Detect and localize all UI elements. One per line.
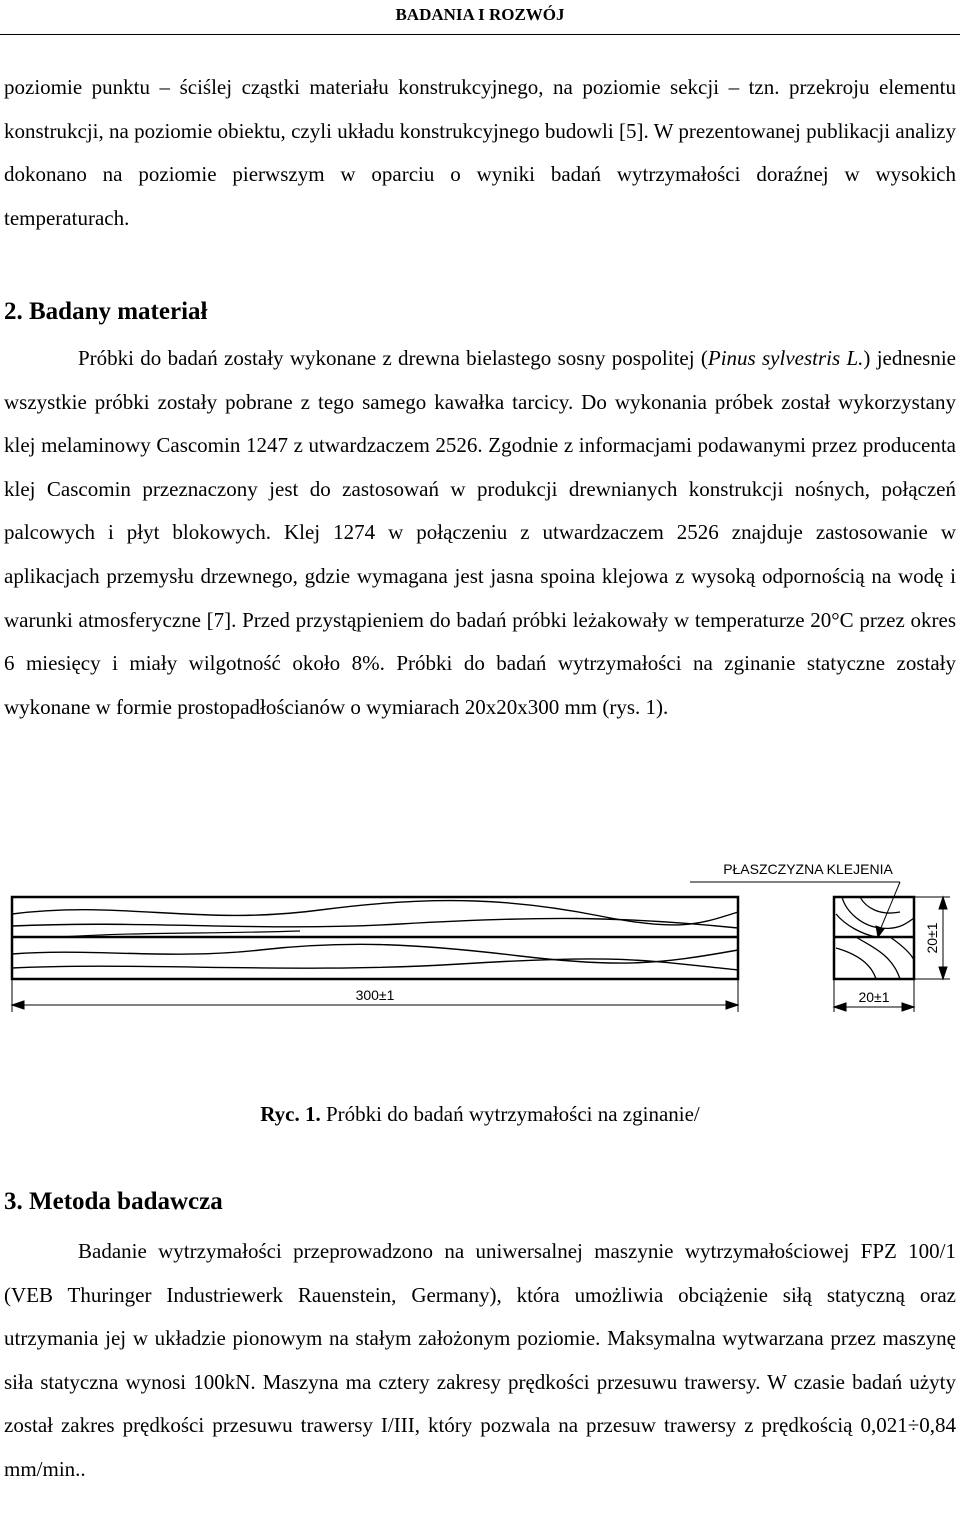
glue-plane-leader <box>690 882 900 937</box>
section-2-paragraph <box>4 337 956 729</box>
running-header <box>0 0 960 35</box>
glue-plane-label: PŁASZCZYZNA KLEJENIA <box>723 861 893 877</box>
length-label: 300±1 <box>355 987 395 1003</box>
section-3-paragraph <box>4 1230 956 1492</box>
header-title: BADANIA I ROZWÓJ <box>395 5 565 24</box>
width-label: 20±1 <box>858 989 890 1005</box>
figure-caption <box>0 1098 960 1130</box>
section-2-text-rest: ) jednesnie wszystkie próbki zostały pobrane z tego samego kawałka tarcicy. Do wykonania próbek został wykorzystany klej melaminowy Cascomin 1247 z utwardzaczem 2526. Zgodnie z informacjami podawanymi przez producenta klej Cascomin przeznaczony jest do zastosowań w produkcji drewnianych konstrukcji nośnych, połączeń palcowych i płyt blokowych. Klej 1274 w połączeniu z utwardzaczem 2526 znajduje zastosowanie w aplikacjach przemysłu drzewnego, gdzie wymagana jest jasna spoina klejowa z wysoką odpornością na wodę i warunki atmosferyczne [7]. Przed przystąpieniem do badań próbki leżakowały w temperaturze 20°C przez okres 6 miesięcy i miały wilgotność około 8%. Próbki do badań wytrzymałości na zginanie statyczne zostały wykonane w formie prostopadłościanów o wymiarach 20x20x300 mm (rys. 1). <box>4 346 957 719</box>
long-specimen <box>12 897 738 979</box>
intro-paragraph: poziomie punktu – ściślej cząstki materiału konstrukcyjnego, na poziomie sekcji – tzn. przekroju elementu konstrukcji, na poziomie obiektu, czyli układu konstrukcyjnego budowli [5]. W prezentowanej publikacji analizy dokonano na poziomie pierwszym w oparciu o wyniki badań wytrzymałości doraźnej w wysokich temperaturach. <box>4 75 956 230</box>
section-3-text: Badanie wytrzymałości przeprowadzono na uniwersalnej maszynie wytrzymałościowej FPZ 100/1 (VEB Thuringer Industriewerk Rauenstein, Germany), która umożliwia obciążenie siłą statyczną oraz utrzymania jej w układzie pionowym na stałym założonym poziomie. Maksymalna wytwarzana przez maszynę siła statyczna wynosi 100kN. Maszyna ma cztery zakresy prędkości przesuwu trawersy. W czasie badań użyty został zakres prędkości przesuwu trawersy I/III, który pozwala na przesuw trawersy z prędkością 0,021÷0,84 mm/min.. <box>4 1239 956 1481</box>
section-2-text-start: Próbki do badań zostały wykonane z drewna bielastego sosny pospolitej ( <box>78 346 708 370</box>
specimen-figure <box>0 840 960 1060</box>
caption-text: Próbki do badań wytrzymałości na zginanie/ <box>320 1102 700 1126</box>
caption-label: Ryc. 1. <box>260 1102 321 1126</box>
cross-section <box>834 897 914 979</box>
section-2-heading: 2. Badany materiał <box>4 298 208 325</box>
species-name: Pinus sylvestris L. <box>707 346 864 370</box>
height-label: 20±1 <box>924 922 940 954</box>
section-3-heading: 3. Metoda badawcza <box>4 1188 223 1215</box>
